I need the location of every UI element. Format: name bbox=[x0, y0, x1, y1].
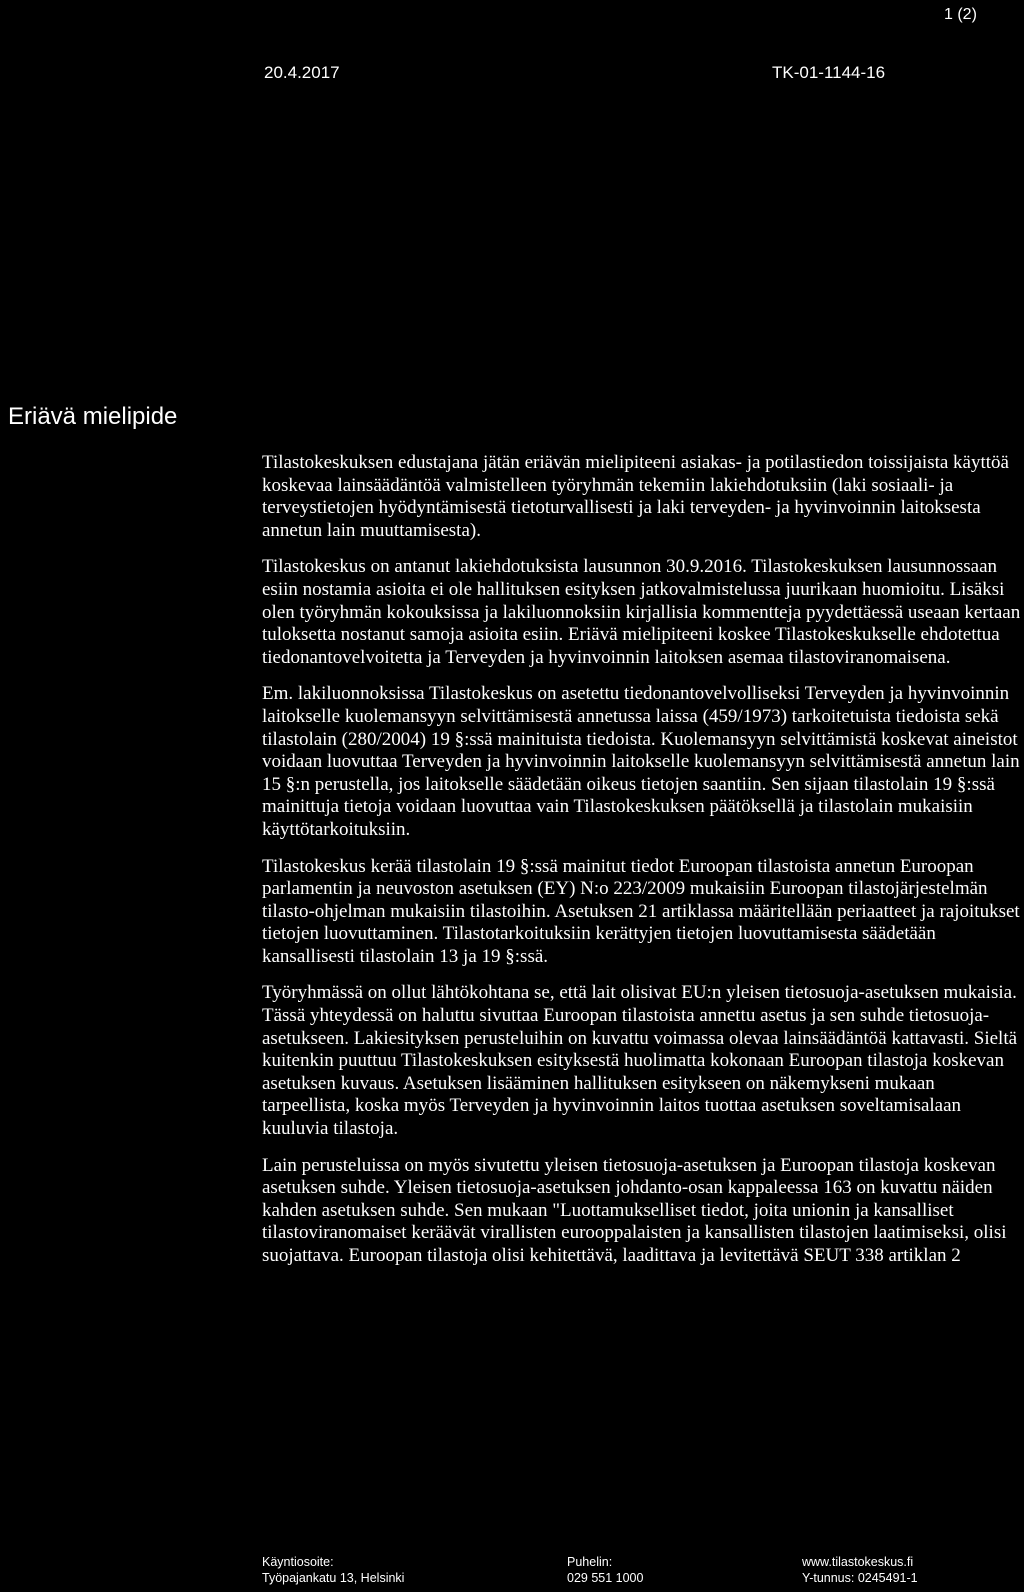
footer-address bbox=[262, 1554, 404, 1586]
paragraph-1: Tilastokeskuksen edustajana jätän eriävän mielipiteeni asiakas- ja potilastiedon toissijaista käyttöä koskevaa lainsäädäntöä valmistelleen työryhmän tekemiin lakiehdotuksiin (laki sosiaali- ja terveystietojen hyödyntämisestä tietoturvallisesti ja laki terveyden- ja hyvinvoinnin laitoksesta annetun lain muuttamisesta). bbox=[262, 452, 1009, 541]
page-title: Eriävä mielipide bbox=[8, 403, 178, 430]
footer-contact bbox=[802, 1554, 918, 1586]
paragraph-5: Työryhmässä on ollut lähtökohtana se, että lait olisivat EU:n yleisen tietosuoja-asetuksen mukaisia. Tässä yhteydessä on haluttu sivuttaa Euroopan tilastoista annettu asetus ja sen suhde tietosuoja-asetukseen. Lakiesityksen perusteluihin on kuvattu voimassa olevaa lainsäädäntöä kattavasti. Sieltä kuitenkin puuttuu Tilastokeskuksen esityksestä huolimatta kokonaan Euroopan tilastoja koskevan asetuksen kuvaus. Asetuksen lisääminen hallituksen esitykseen on näkemykseni mukaan tarpeellista, koska myös Terveyden ja hyvinvoinnin laitos tuottaa asetuksen soveltamisalaan kuuluvia tilastoja. bbox=[262, 982, 1018, 1140]
footer-address-label: Käyntiosoite: bbox=[262, 1555, 334, 1569]
footer-phone bbox=[567, 1554, 643, 1586]
footer-address-value: Työpajankatu 13, Helsinki bbox=[262, 1571, 405, 1585]
footer-website: www.tilastokeskus.fi bbox=[802, 1555, 914, 1569]
paragraph-6: Lain perusteluissa on myös sivutettu yleisen tietosuoja-asetuksen ja Euroopan tilastoja koskevan asetuksen suhde. Yleisen tietosuoja-asetuksen johdanto-osan kappaleessa 163 on kuvattu näiden kahden asetuksen suhde. Sen mukaan "Luottamukselliset tiedot, joita unionin ja kansalliset tilastoviranomaiset keräävät virallisten eurooppalaisten ja kansallisten tilastojen laatimiseksi, olisi suojattava. Euroopan tilastoja olisi kehitettävä, laadittava ja levitettävä SEUT 338 artiklan 2 bbox=[262, 1154, 1007, 1266]
page-footer bbox=[0, 1554, 1024, 1590]
page-number: 1 (2) bbox=[944, 6, 977, 23]
footer-business-id: Y-tunnus: 0245491-1 bbox=[802, 1571, 918, 1585]
document-body bbox=[262, 452, 1024, 1282]
paragraph-3: Em. lakiluonnoksissa Tilastokeskus on asetettu tiedonantovelvolliseksi Terveyden ja hyvinvoinnin laitokselle kuolemansyyn selvittämisestä annetussa laissa (459/1973) tarkoitetuista tiedoista sekä tilastolain (280/2004) 19 §:ssä mainituista tiedoista. Kuolemansyyn selvittämistä koskevat aineistot voidaan luovuttaa Terveyden ja hyvinvoinnin laitokselle kuolemansyyn selvittämisestä annetun lain 15 §:n perustella, jos laitokselle säädetään oikeus tietojen saantiin. Sen sijaan tilastolain 19 §:ssä mainittuja tietoja voidaan luovuttaa vain Tilastokeskuksen päätöksellä ja tilastolain mukaisiin käyttötarkoituksiin. bbox=[262, 683, 1020, 840]
paragraph-2: Tilastokeskus on antanut lakiehdotuksista lausunnon 30.9.2016. Tilastokeskuksen lausunnossaan esiin nostamia asioita ei ole hallituksen esityksen jatkovalmistelussa juurikaan huomioitu. Lisäksi olen työryhmän kokouksissa ja lakiluonnoksiin kirjallisia kommentteja pyydettäessä useaan kertaan tuloksetta nostanut samoja asioita esiin. Eriävä mielipiteeni koskee Tilastokeskukselle ehdotettua tiedonantovelvoitetta ja Terveyden ja hyvinvoinnin laitoksen asemaa tilastoviranomaisena. bbox=[262, 556, 1021, 668]
footer-phone-value: 029 551 1000 bbox=[567, 1571, 644, 1585]
paragraph-4: Tilastokeskus kerää tilastolain 19 §:ssä mainitut tiedot Euroopan tilastoista annetun Euroopan parlamentin ja neuvoston asetuksen (EY) N:o 223/2009 mukaisiin Euroopan tilastojärjestelmän tilasto-ohjelman mukaisiin tilastoihin. Asetuksen 21 artiklassa määritellään periaatteet ja rajoitukset tietojen luovuttaminen. Tilastotarkoituksiin kerättyjen tietojen luovuttamisesta säädetään kansallisesti tilastolain 13 ja 19 §:ssä. bbox=[262, 855, 1020, 967]
footer-phone-label: Puhelin: bbox=[567, 1555, 613, 1569]
document-reference: TK-01-1144-16 bbox=[772, 63, 886, 82]
document-date: 20.4.2017 bbox=[264, 63, 340, 82]
